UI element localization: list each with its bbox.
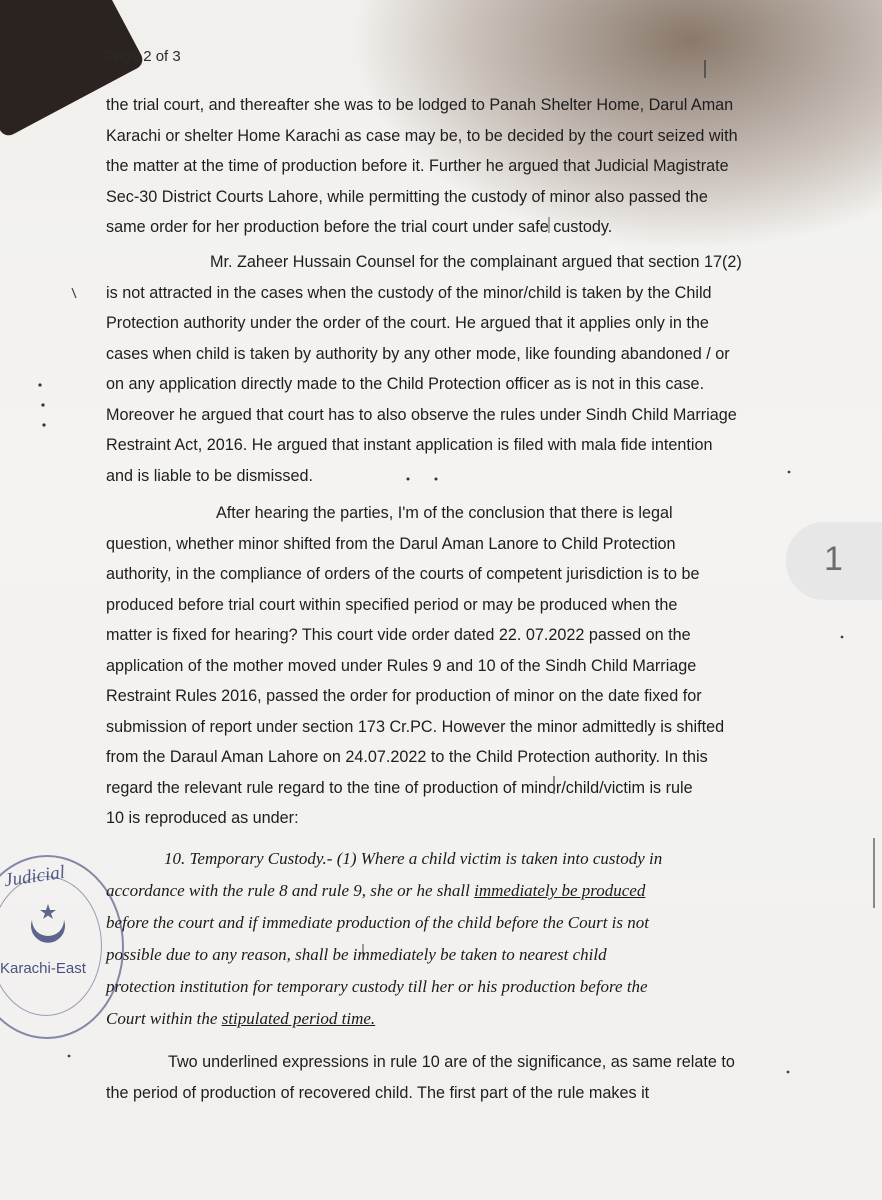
page-indicator-value: 1 <box>824 540 843 578</box>
quote-line <box>106 875 784 907</box>
text-line: question, whether minor shifted from the Darul Aman Lanore to Child Protection <box>106 534 676 553</box>
paragraph-1 <box>106 90 784 243</box>
text-line: Karachi or shelter Home Karachi as case may be, to be decided by the court seized with <box>106 126 738 145</box>
text-line: submission of report under section 173 Cr.PC. However the minor admittedly is shifted <box>106 717 725 736</box>
text-line: After hearing the parties, I'm of the conclusion that there is legal <box>216 504 673 522</box>
text-line: cases when child is taken by authority by any other mode, like founding abandoned / or <box>106 344 730 363</box>
quote-line: 10. Temporary Custody.- (1) Where a child victim is taken into custody in <box>164 849 663 868</box>
text-line: authority, in the compliance of orders of the courts of competent jurisdiction is to be <box>106 565 700 583</box>
quote-line: possible due to any reason, shall be immediately be taken to nearest child <box>106 945 607 964</box>
text-line: Two underlined expressions in rule 10 are of the significance, as same relate to <box>168 1053 735 1071</box>
crescent-star-icon <box>20 898 76 954</box>
text-line: matter is fixed for hearing? This court vide order dated 22. 07.2022 passed on the <box>106 626 691 644</box>
text-line: 10 is reproduced as under: <box>106 809 299 827</box>
underlined-expression: stipulated period time. <box>221 1009 376 1028</box>
paragraph-2 <box>106 247 784 491</box>
text-line: application of the mother moved under Rules 9 and 10 of the Sindh Child Marriage <box>106 656 697 675</box>
text-line: on any application directly made to the Child Protection officer as is not in this case. <box>106 375 705 393</box>
underlined-expression: immediately be produced <box>474 881 646 900</box>
paragraph-5 <box>106 1047 784 1108</box>
quote-text: Court within the <box>106 1009 222 1028</box>
quote-line <box>106 1003 784 1035</box>
text-line: and is liable to be dismissed. <box>106 466 313 485</box>
text-line: same order for her production before the trial court under safe custody. <box>106 218 613 236</box>
text-line: Restraint Rules 2016, passed the order for production of minor on the date fixed for <box>106 687 702 705</box>
stamp-text: Karachi-East <box>0 960 86 977</box>
text-line: Sec-30 District Courts Lahore, while permitting the custody of minor also passed the <box>106 187 708 206</box>
stamp-text: Judicial <box>2 861 67 892</box>
text-line: Restraint Act, 2016. He argued that instant application is filed with mala fide intention <box>106 436 713 454</box>
text-line: Protection authority under the order of the court. He argued that it applies only in the <box>106 314 709 332</box>
page-indicator-badge[interactable] <box>786 522 882 600</box>
page-corner-shade <box>0 60 20 100</box>
text-line: the period of production of recovered child. The first part of the rule makes it <box>106 1083 650 1102</box>
quote-line: before the court and if immediate production of the child before the Court is not <box>106 913 649 932</box>
text-line: the matter at the time of production before it. Further he argued that Judicial Magistrate <box>106 157 729 175</box>
quote-line: protection institution for temporary custody till her or his production before the <box>106 977 648 996</box>
text-line: is not attracted in the cases when the custody of the minor/child is taken by the Child <box>106 283 712 302</box>
page-number: Page 2 of 3 <box>104 48 181 65</box>
quoted-rule <box>106 843 784 1035</box>
quote-text: accordance with the rule 8 and rule 9, she or he shall <box>106 881 475 900</box>
text-line: regard the relevant rule regard to the tine of production of minor/child/victim is rule <box>106 778 693 797</box>
text-line: the trial court, and thereafter she was to be lodged to Panah Shelter Home, Darul Aman <box>106 96 734 114</box>
text-line: Moreover he argued that court has to also observe the rules under Sindh Child Marriage <box>106 405 737 424</box>
paragraph-3 <box>106 498 784 834</box>
text-line: produced before trial court within specified period or may be produced when the <box>106 595 678 614</box>
text-line: Mr. Zaheer Hussain Counsel for the complainant argued that section 17(2) <box>210 253 742 271</box>
text-line: from the Daraul Aman Lahore on 24.07.2022 to the Child Protection authority. In this <box>106 748 708 766</box>
